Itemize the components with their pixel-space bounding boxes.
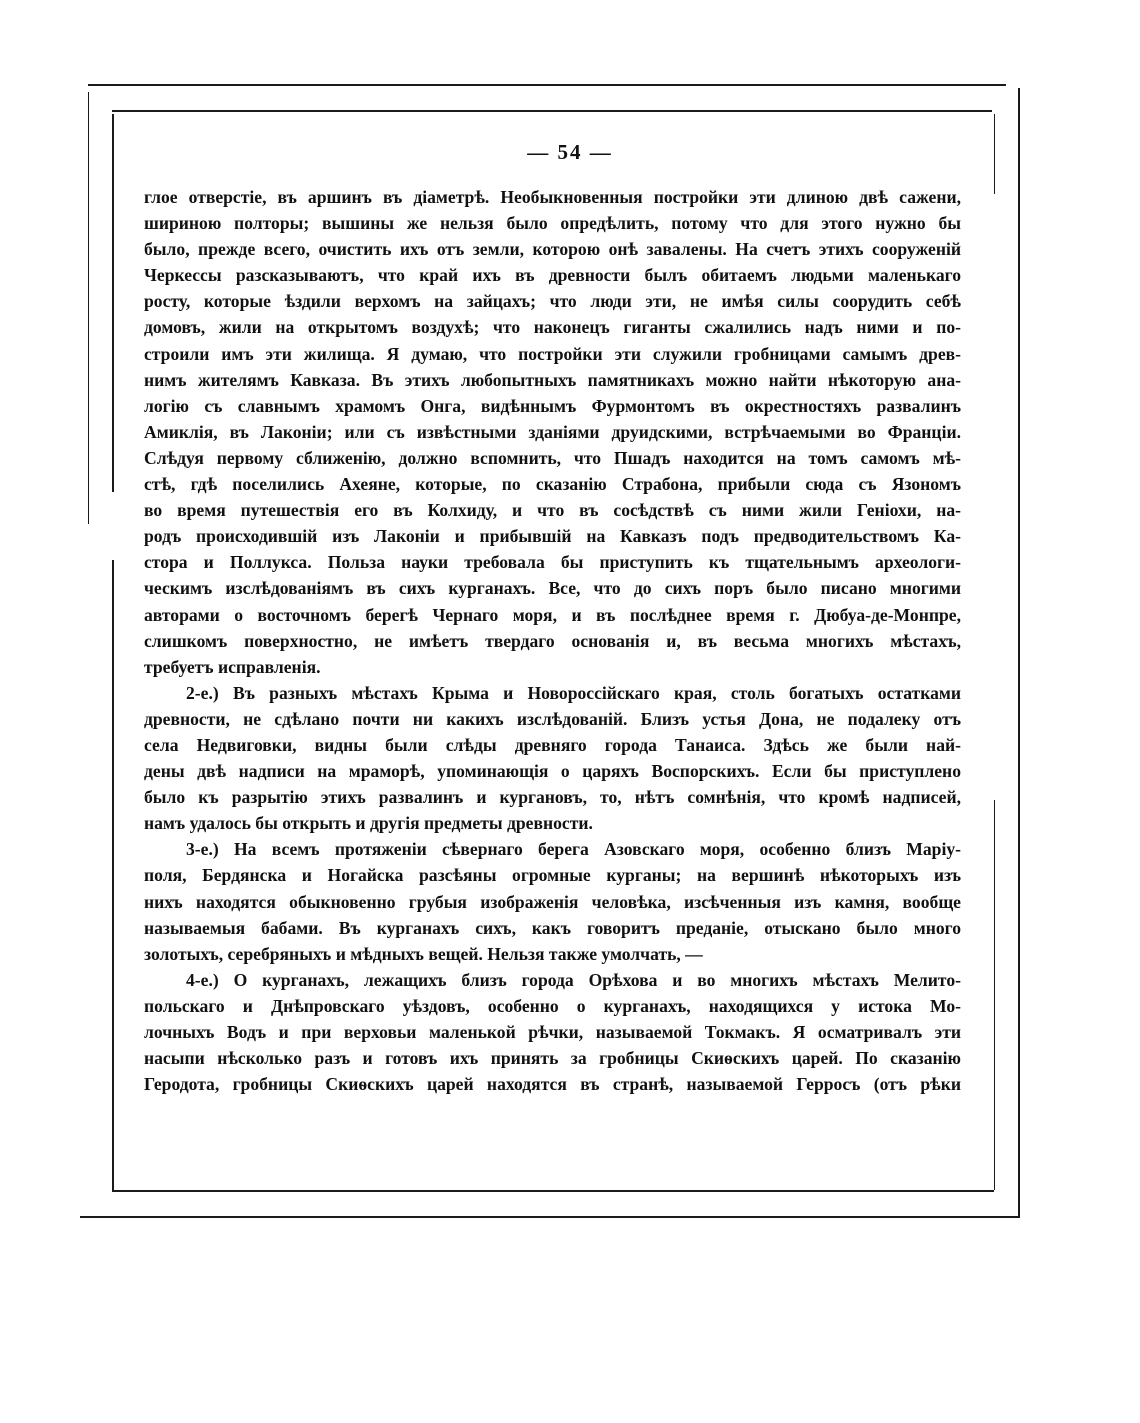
text-line: называемыя бабами. Въ курганахъ сихъ, какъ говоритъ преданіе, отыскано было много: [144, 917, 961, 938]
text-line: стѣ, гдѣ поселились Ахеяне, которые, по сказанію Страбона, прибыли сюда съ Язономъ: [144, 474, 961, 495]
text-line: авторами о восточномъ берегѣ Чернаго моря, и въ послѣднее время г. Дюбуа-де-Монпре,: [144, 604, 961, 625]
text-line: 4-е.) О курганахъ, лежащихъ близъ города Орѣхова и во многихъ мѣстахъ Мелито-: [186, 969, 961, 990]
text-line: лочныхъ Водъ и при верховьи маленькой рѣчки, называемой Токмакъ. Я осматривалъ эти: [144, 1022, 961, 1042]
text-line: логію съ славнымъ храмомъ Онга, видѣннымъ Фурмонтомъ въ окрестностяхъ развалинъ: [144, 395, 961, 416]
text-line: намъ удалось бы открыть и другія предметы древности.: [144, 813, 593, 834]
inner-right-rule-lower: [994, 800, 995, 1190]
paragraph-1: [144, 184, 961, 680]
inner-left-rule: [112, 114, 114, 492]
text-line: 2-е.) Въ разныхъ мѣстахъ Крыма и Новороссійскаго края, столь богатыхъ остатками: [186, 682, 961, 703]
text-line: шириною полторы; вышины же нельзя было опредѣлить, потому что для этого нужно бы: [144, 213, 961, 234]
text-line: Амиклія, въ Лаконіи; или съ извѣстными зданіями друидскими, встрѣчаемыми во Франціи.: [144, 421, 961, 442]
inner-bottom-rule: [112, 1190, 994, 1192]
text-line: Геродота, гробницы Скиѳскихъ царей находятся въ странѣ, называемой Герросъ (отъ рѣки: [144, 1074, 961, 1095]
text-line: древности, не сдѣлано почти ни какихъ изслѣдованій. Близъ устья Дона, не подалеку отъ: [144, 708, 961, 729]
paragraph-4: [144, 967, 961, 1097]
paragraph-2: [144, 680, 961, 837]
text-line: росту, которые ѣздили верхомъ на зайцахъ; что люди эти, не имѣя силы соорудить себѣ: [144, 291, 961, 312]
text-line: стора и Поллукса. Польза науки требовала бы приступить къ тщательнымъ археологи-: [144, 552, 961, 573]
inner-top-rule: [112, 110, 992, 112]
text-line: нихъ находятся обыкновенно грубыя изображенія человѣка, изсѣченныя изъ камня, вообще: [144, 891, 961, 912]
text-line: Черкессы разсказываютъ, что край ихъ въ древности былъ обитаемъ людьми маленькаго: [144, 265, 961, 286]
paragraph-3: [144, 836, 961, 966]
text-line: строили имъ эти жилища. Я думаю, что постройки эти служили гробницами самымъ древ-: [144, 343, 961, 364]
text-line: польскаго и Днѣпровскаго уѣздовъ, особенно о курганахъ, находящихся у истока Мо-: [144, 995, 961, 1016]
text-line: слишкомъ поверхностно, не имѣетъ твердаго основанія и, въ весьма многихъ мѣстахъ,: [144, 630, 961, 651]
text-line: дены двѣ надписи на мраморѣ, упоминающія о царяхъ Воспорскихъ. Если бы приступлено: [144, 761, 961, 782]
text-line: Слѣдуя первому сближенію, должно вспомнить, что Пшадъ находится на томъ самомъ мѣ-: [144, 447, 961, 468]
text-line: села Недвиговки, видны были слѣды древняго города Танаиса. Здѣсь же были най-: [144, 734, 961, 755]
outer-top-rule: [88, 84, 1006, 86]
outer-bottom-rule: [80, 1216, 1020, 1218]
text-line: домовъ, жили на открытомъ воздухѣ; что наконецъ гиганты сжалились надъ ними и по-: [144, 317, 961, 338]
page-number: — 54 —: [527, 140, 613, 164]
text-body: [144, 184, 961, 1097]
text-line: 3-е.) На всемъ протяженіи сѣвернаго берега Азовскаго моря, особенно близъ Маріу-: [186, 839, 961, 860]
text-line: было къ разрытію этихъ развалинъ и кургановъ, то, нѣтъ сомнѣнія, что кромѣ надписей,: [144, 787, 961, 808]
text-line: насыпи нѣсколько разъ и готовъ ихъ принять за гробницы Скиѳскихъ царей. По сказанію: [144, 1048, 961, 1069]
inner-left-rule-lower: [112, 560, 114, 1190]
text-line: ческимъ изслѣдованіямъ въ сихъ курганахъ. Все, что до сихъ поръ было писано многими: [144, 578, 961, 599]
text-line: поля, Бердянска и Ногайска разсѣяны огромные курганы; на вершинѣ нѣкоторыхъ изъ: [144, 865, 961, 886]
outer-right-rule: [1018, 88, 1020, 1216]
text-line: требуетъ исправленія.: [144, 656, 321, 677]
text-line: нимъ жителямъ Кавказа. Въ этихъ любопытныхъ памятникахъ можно найти нѣкоторую ана-: [144, 369, 961, 390]
text-line: глое отверстіе, въ аршинъ въ діаметрѣ. Необыкновенныя постройки эти длиною двѣ сажени,: [144, 187, 961, 207]
text-line: во время путешествія его въ Колхиду, и что въ сосѣдствѣ съ ними жили Геніохи, на-: [144, 500, 961, 521]
text-line: родъ происходившій изъ Лаконіи и прибывшій на Кавказъ подъ предводительствомъ Ка-: [144, 526, 961, 547]
text-line: было, прежде всего, очистить ихъ отъ земли, которою онѣ завалены. На счетъ этихъ сооруженій: [144, 239, 961, 260]
text-line: золотыхъ, серебряныхъ и мѣдныхъ вещей. Нельзя также умолчать, —: [144, 943, 703, 964]
